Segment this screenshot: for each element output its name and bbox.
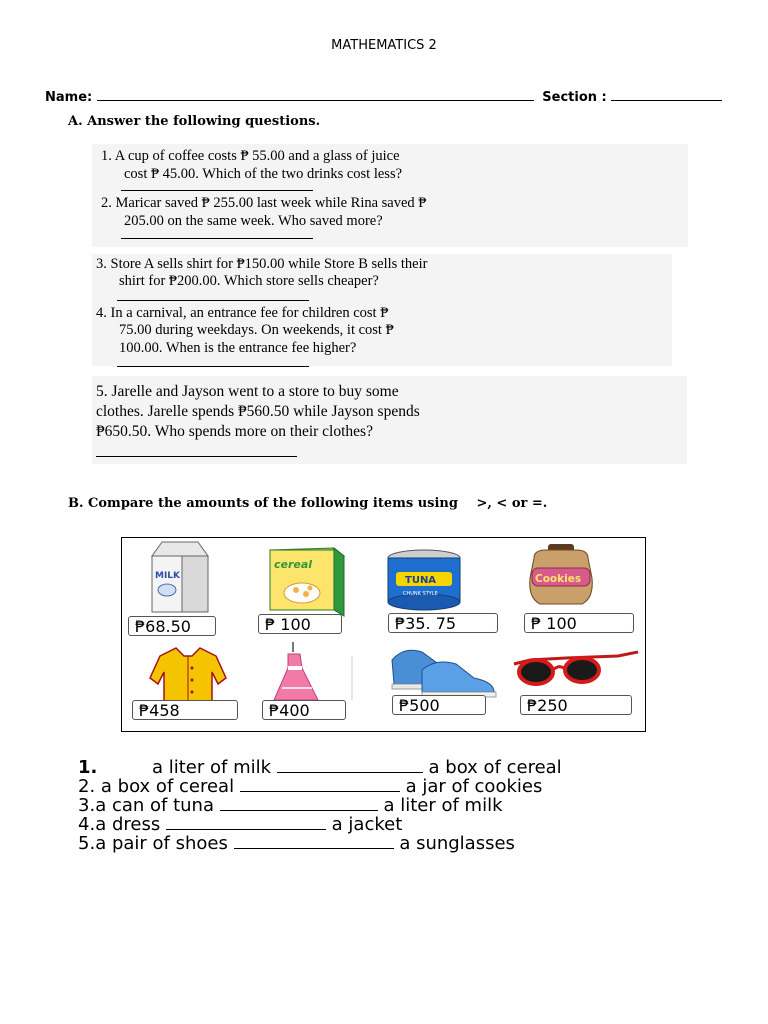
milk-carton-icon [152,542,208,612]
tuna-label: TUNA [405,575,437,586]
section-blank[interactable] [611,88,722,101]
question-4-line-2: 75.00 during weekdays. On weekends, it cost ₱ [119,322,394,338]
page-title: MATHEMATICS 2 [331,38,437,53]
comparison-item-1 [78,758,562,777]
comparison-number: 2. [78,776,96,797]
comparison-right: a jacket [331,814,403,835]
answer-line-2[interactable] [121,238,313,239]
comparison-blank-2[interactable] [240,777,400,792]
section-label: Section : [542,90,607,105]
comparison-blank-3[interactable] [220,796,378,811]
comparison-item-2 [78,777,542,796]
comparison-item-5 [78,834,515,853]
items-picture-panel [121,537,646,732]
name-section-line [45,88,722,105]
comparison-left: a box of cereal [100,776,235,797]
name-label: Name: [45,90,93,105]
comparison-number: 5. [78,833,96,854]
price-tag-shoes: ₱500 [392,695,486,715]
comparison-left: a liter of milk [152,757,272,778]
name-blank[interactable] [97,88,534,101]
question-5-line-3: ₱650.50. Who spends more on their clothes? [96,423,373,440]
price-tag-dress: ₱400 [262,700,346,720]
question-2-line-2: 205.00 on the same week. Who saved more? [124,213,383,229]
section-b-text: B. Compare the amounts of the following items using [68,496,458,511]
price-tag-tuna: ₱35. 75 [388,613,498,633]
comparison-right: a box of cereal [428,757,562,778]
comparison-number: 1. [78,757,98,778]
jacket-icon [150,648,226,706]
question-3-line-1: 3. Store A sells shirt for ₱150.00 while Store B sells their [96,256,428,272]
answer-line-1[interactable] [121,190,313,191]
price-tag-sunglasses: ₱250 [520,695,632,715]
question-4-line-1: 4. In a carnival, an entrance fee for children cost ₱ [96,305,389,321]
question-5-line-1: 5. Jarelle and Jayson went to a store to buy some [96,383,399,400]
section-b-heading [68,496,547,511]
answer-line-4[interactable] [117,366,309,367]
cookies-label: Cookies [535,573,582,585]
comparison-right: a sunglasses [399,833,515,854]
price-tag-cereal: ₱ 100 [258,614,342,634]
question-1-line-2: cost ₱ 45.00. Which of the two drinks cost less? [124,166,403,182]
comparison-blank-4[interactable] [166,815,326,830]
tuna-can-icon [388,550,460,610]
comparison-left: a can of tuna [95,795,214,816]
cereal-box-icon [270,548,344,616]
milk-label: MILK [155,571,181,581]
comparison-number: 4. [78,814,96,835]
question-3-line-2: shirt for ₱200.00. Which store sells cheaper? [119,273,379,289]
price-tag-cookies: ₱ 100 [524,613,634,633]
section-b-symbols: >, < or =. [476,496,548,511]
tuna-sublabel: CHUNK STYLE [403,591,438,597]
question-4-line-3: 100.00. When is the entrance fee higher? [119,340,357,356]
cereal-label: cereal [274,558,313,571]
question-2-line-1: 2. Maricar saved ₱ 255.00 last week while Rina saved ₱ [101,195,427,211]
price-tag-milk: ₱68.50 [128,616,216,636]
comparison-item-3 [78,796,503,815]
comparison-blank-5[interactable] [234,834,394,849]
comparison-left: a dress [95,814,161,835]
price-tag-jacket: ₱458 [132,700,238,720]
question-1-line-1: 1. A cup of coffee costs ₱ 55.00 and a glass of juice [101,148,400,164]
sunglasses-icon [514,652,638,684]
cookie-jar-icon [530,544,593,604]
comparison-left: a pair of shoes [95,833,228,854]
comparison-blank-1[interactable] [277,758,423,773]
comparison-right: a liter of milk [383,795,503,816]
question-5-line-2: clothes. Jarelle spends ₱560.50 while Jayson spends [96,403,420,420]
section-a-heading: A. Answer the following questions. [68,114,321,129]
comparison-right: a jar of cookies [405,776,543,797]
answer-line-3[interactable] [117,300,309,301]
answer-line-5[interactable] [96,456,297,457]
shoes-icon [392,650,496,697]
comparison-number: 3. [78,795,96,816]
comparison-item-4 [78,815,402,834]
dress-icon [274,642,352,700]
